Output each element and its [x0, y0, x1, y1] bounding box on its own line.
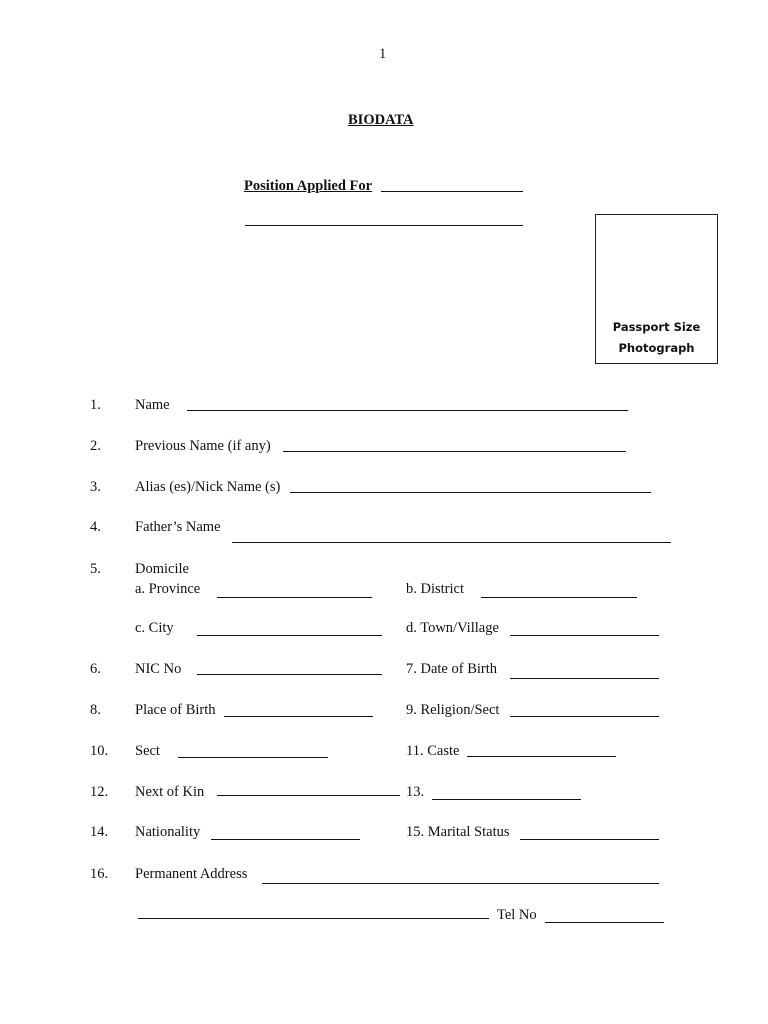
permanent-address-label: Permanent Address	[135, 866, 248, 882]
field-number: 4.	[90, 519, 101, 535]
previous-name-label: Previous Name (if any)	[135, 438, 271, 454]
field-13-field[interactable]	[432, 799, 581, 800]
passport-photo-box	[595, 214, 718, 364]
name-field[interactable]	[187, 410, 628, 411]
tel-no-field[interactable]	[545, 922, 664, 923]
field-number: 8.	[90, 702, 101, 718]
sect-label: Sect	[135, 743, 160, 759]
nationality-field[interactable]	[211, 839, 360, 840]
photo-label-line1: Passport Size	[612, 320, 701, 334]
document-title: BIODATA	[348, 112, 414, 128]
field-number: 1.	[90, 397, 101, 413]
fathers-name-label: Father’s Name	[135, 519, 221, 535]
town-village-label: d. Town/Village	[406, 620, 499, 636]
field-13-label: 13.	[406, 784, 425, 800]
place-of-birth-label: Place of Birth	[135, 702, 216, 718]
field-number: 6.	[90, 661, 101, 677]
next-of-kin-label: Next of Kin	[135, 784, 205, 800]
position-applied-field-line2[interactable]	[245, 225, 523, 226]
district-label: b. District	[406, 581, 464, 597]
field-number: 2.	[90, 438, 101, 454]
field-number: 16.	[90, 866, 109, 882]
district-field[interactable]	[481, 597, 637, 598]
name-label: Name	[135, 397, 170, 413]
sect-field[interactable]	[178, 757, 328, 758]
alias-label: Alias (es)/Nick Name (s)	[135, 479, 281, 495]
field-number: 12.	[90, 784, 109, 800]
religion-sect-field[interactable]	[510, 716, 659, 717]
next-of-kin-field[interactable]	[217, 795, 400, 796]
date-of-birth-field[interactable]	[510, 678, 659, 679]
tel-no-label: Tel No	[497, 907, 537, 923]
fathers-name-field[interactable]	[232, 542, 671, 543]
domicile-label: Domicile	[135, 561, 189, 577]
position-applied-field[interactable]	[381, 191, 523, 192]
religion-sect-label: 9. Religion/Sect	[406, 702, 500, 718]
nationality-label: Nationality	[135, 824, 201, 840]
permanent-address-field-line2[interactable]	[138, 918, 489, 919]
province-field[interactable]	[217, 597, 372, 598]
date-of-birth-label: 7. Date of Birth	[406, 661, 498, 677]
province-label: a. Province	[135, 581, 201, 597]
page-number: 1	[379, 46, 387, 62]
city-field[interactable]	[197, 635, 382, 636]
marital-status-label: 15. Marital Status	[406, 824, 510, 840]
nic-field[interactable]	[197, 674, 382, 675]
permanent-address-field[interactable]	[262, 883, 659, 884]
caste-label: 11. Caste	[406, 743, 460, 759]
field-number: 3.	[90, 479, 101, 495]
photo-label-line2: Photograph	[618, 341, 695, 355]
place-of-birth-field[interactable]	[224, 716, 373, 717]
alias-field[interactable]	[290, 492, 651, 493]
field-number: 5.	[90, 561, 101, 577]
field-number: 10.	[90, 743, 109, 759]
field-number: 14.	[90, 824, 109, 840]
caste-field[interactable]	[467, 756, 616, 757]
position-applied-label: Position Applied For	[244, 178, 373, 194]
town-village-field[interactable]	[510, 635, 659, 636]
city-label: c. City	[135, 620, 174, 636]
marital-status-field[interactable]	[520, 839, 659, 840]
previous-name-field[interactable]	[283, 451, 626, 452]
nic-label: NIC No	[135, 661, 182, 677]
